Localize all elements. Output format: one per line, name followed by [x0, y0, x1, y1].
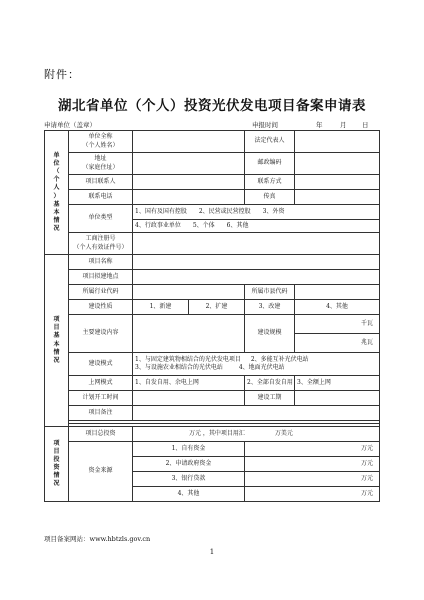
- year-label: 年: [316, 121, 323, 129]
- build-nature-option[interactable]: 3、改建: [245, 300, 295, 315]
- contact-person-label: 项目联系人: [69, 175, 133, 190]
- section-unit-info-title: 单 位 （ 个 人 ） 基 本 情 况: [45, 131, 69, 255]
- build-mode-option[interactable]: 1、与固定建筑物相结合的光伏发电项目: [135, 355, 241, 363]
- grid-mode-label: 上网模式: [69, 376, 133, 391]
- unit-type-option[interactable]: 6、其他: [226, 221, 249, 229]
- fund-source-item: 1、自有资金: [133, 442, 245, 457]
- grid-mode-option[interactable]: 3、全额上网: [295, 376, 380, 391]
- reg-no-field[interactable]: [133, 233, 380, 255]
- build-mode-options[interactable]: [133, 353, 380, 376]
- total-investment-field[interactable]: [133, 427, 380, 442]
- unit-type-options-row1[interactable]: [133, 205, 380, 220]
- section-project-info-title: 项 目 基 本 情 况: [45, 255, 69, 427]
- build-nature-option[interactable]: 1、新建: [133, 300, 189, 315]
- postcode-field[interactable]: [295, 153, 380, 175]
- page-number: 1: [209, 548, 215, 556]
- main-content-label: 主要建设内容: [69, 315, 133, 353]
- address-field[interactable]: [133, 153, 245, 175]
- industry-code-field[interactable]: [133, 285, 245, 300]
- project-name-label: 项目名称: [69, 255, 133, 270]
- unit-type-option[interactable]: 3、外资: [262, 207, 285, 215]
- build-scale-kw-field[interactable]: 千瓦: [295, 315, 380, 334]
- section-investment-title: 项 目 投 资 情 况: [45, 427, 69, 502]
- fund-source-amount[interactable]: 万元: [245, 457, 380, 472]
- build-period-label: 建设工期: [245, 391, 295, 406]
- fund-source-amount[interactable]: 万元: [245, 487, 380, 502]
- fund-source-label: 资金来源: [69, 442, 133, 502]
- fund-source-amount[interactable]: 万元: [245, 472, 380, 487]
- project-location-field[interactable]: [133, 270, 380, 285]
- fax-label: 传真: [245, 190, 295, 205]
- phone-label: 联系电话: [69, 190, 133, 205]
- unit-name-field[interactable]: [133, 131, 245, 153]
- build-mode-option[interactable]: 2、多能互补光伏电站: [250, 355, 309, 363]
- build-nature-label: 建设性质: [69, 300, 133, 315]
- county-code-label: 所属市县代码: [245, 285, 295, 300]
- postcode-label: 邮政编码: [245, 153, 295, 175]
- investment-line: 万元 ，其中项目用汇: [189, 429, 245, 437]
- attachment-label: 附件：: [44, 68, 80, 81]
- remarks-label: 项目备注: [69, 406, 133, 421]
- start-time-label: 计划开工时间: [69, 391, 133, 406]
- address-label: 地址 （家庭住址）: [69, 153, 133, 175]
- applicant-label: 申请单位（盖章）: [44, 121, 96, 129]
- application-form: [44, 130, 380, 502]
- fax-field[interactable]: [295, 190, 380, 205]
- month-label: 月: [340, 121, 347, 129]
- build-period-field[interactable]: [295, 391, 380, 406]
- contact-person-field[interactable]: [133, 175, 245, 190]
- unit-type-option[interactable]: 4、行政事业单位: [135, 221, 181, 229]
- build-scale-mw-field[interactable]: 兆瓦: [295, 334, 380, 353]
- fund-source-item: 2、申请政府资金: [133, 457, 245, 472]
- legal-rep-label: 法定代表人: [245, 131, 295, 153]
- county-code-field[interactable]: [295, 285, 380, 300]
- main-content-field[interactable]: [133, 315, 245, 353]
- unit-type-option[interactable]: 5、个体: [192, 221, 215, 229]
- fund-source-item: 4、其他: [133, 487, 245, 502]
- legal-rep-field[interactable]: [295, 131, 380, 153]
- date-label: 申报时间: [252, 121, 278, 129]
- fund-source-item: 3、银行贷款: [133, 472, 245, 487]
- unit-type-options-row2[interactable]: [133, 220, 380, 233]
- form-title: 湖北省单位（个人）投资光伏发电项目备案申请表: [58, 98, 366, 114]
- unit-name-label: 单位全称 （个人姓名）: [69, 131, 133, 153]
- total-investment-label: 项目总投资: [69, 427, 133, 442]
- project-name-field[interactable]: [133, 255, 380, 270]
- usd-unit: 万美元: [274, 429, 293, 437]
- build-nature-option[interactable]: 2、扩建: [189, 300, 245, 315]
- fund-source-amount[interactable]: 万元: [245, 442, 380, 457]
- reg-no-label: 工商注册号 （个人有效证件号）: [69, 233, 133, 255]
- contact-method-field[interactable]: [295, 175, 380, 190]
- grid-mode-option[interactable]: 2、全部自发自用: [245, 376, 295, 391]
- filing-website: 项目备案网站：www.hbtzls.gov.cn: [44, 535, 151, 543]
- unit-type-option[interactable]: 1、国有及国有控股: [135, 207, 187, 215]
- project-location-label: 项目拟建地点: [69, 270, 133, 285]
- build-scale-label: 建设规模: [245, 315, 295, 353]
- build-nature-option[interactable]: 4、其他: [295, 300, 380, 315]
- build-mode-option[interactable]: 3、与设施农业相结合的光伏电站: [135, 364, 223, 371]
- start-time-field[interactable]: [133, 391, 245, 406]
- build-mode-label: 建设模式: [69, 353, 133, 376]
- remarks-field[interactable]: [133, 406, 380, 421]
- contact-method-label: 联系方式: [245, 175, 295, 190]
- industry-code-label: 所属行业代码: [69, 285, 133, 300]
- phone-field[interactable]: [133, 190, 245, 205]
- grid-mode-option[interactable]: 1、自发自用、余电上网: [133, 376, 245, 391]
- build-mode-option[interactable]: 4、地面光伏电站: [238, 364, 285, 371]
- day-label: 日: [362, 121, 369, 129]
- unit-type-option[interactable]: 2、民营或民营控股: [198, 207, 251, 215]
- unit-type-label: 单位类型: [69, 205, 133, 233]
